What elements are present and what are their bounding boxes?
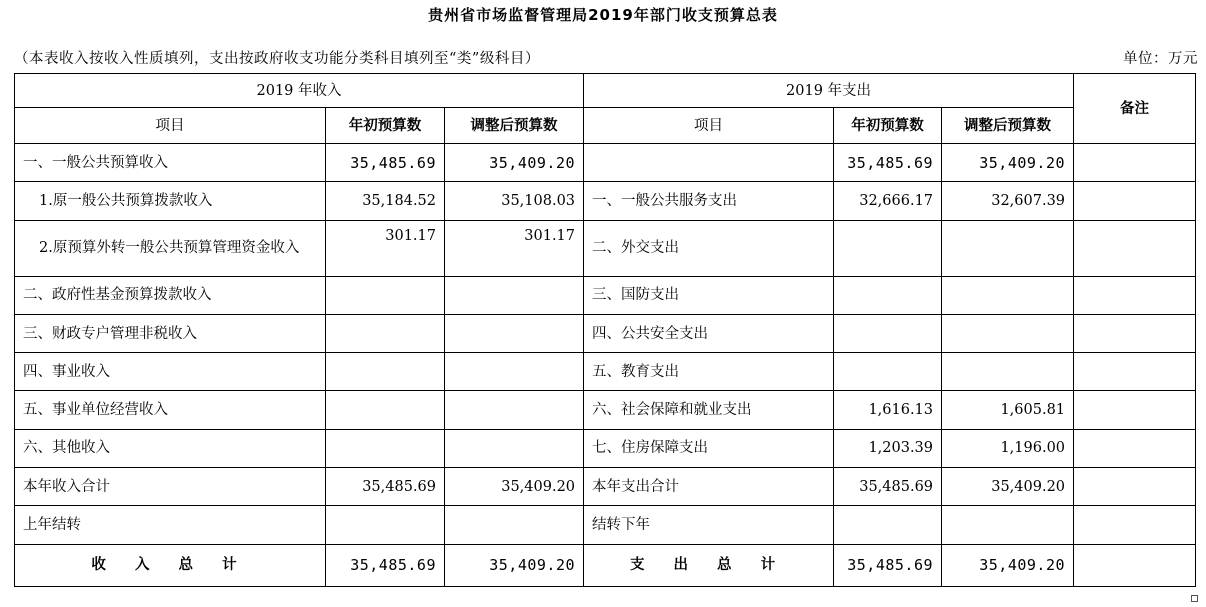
income-adjusted-cell: 35,409.20 bbox=[445, 468, 584, 506]
expense-item-cell: 五、教育支出 bbox=[584, 353, 834, 391]
income-initial-header: 年初预算数 bbox=[326, 108, 445, 144]
expense-adjusted-header: 调整后预算数 bbox=[942, 108, 1074, 144]
table-row bbox=[15, 391, 1196, 429]
expense-initial-cell: 1,616.13 bbox=[834, 391, 942, 429]
income-initial-cell bbox=[326, 276, 445, 314]
income-initial-cell bbox=[326, 506, 445, 544]
income-item-cell: 1.原一般公共预算拨款收入 bbox=[15, 182, 326, 220]
income-adjusted-cell bbox=[445, 506, 584, 544]
income-initial-cell bbox=[326, 391, 445, 429]
income-adjusted-cell bbox=[445, 314, 584, 352]
income-total-label: 收 入 总 计 bbox=[15, 544, 326, 586]
income-initial-cell: 35,485.69 bbox=[326, 144, 445, 182]
income-adjusted-cell: 35,108.03 bbox=[445, 182, 584, 220]
income-item-cell: 六、其他收入 bbox=[15, 429, 326, 467]
totals-row bbox=[15, 544, 1196, 586]
resize-handle[interactable] bbox=[1191, 595, 1198, 602]
remarks-cell bbox=[1074, 182, 1196, 220]
expense-adjusted-cell bbox=[942, 506, 1074, 544]
income-item-cell: 二、政府性基金预算拨款收入 bbox=[15, 276, 326, 314]
remarks-cell bbox=[1074, 468, 1196, 506]
income-item-header: 项目 bbox=[15, 108, 326, 144]
income-group-header: 2019 年收入 bbox=[15, 74, 584, 108]
expense-adjusted-cell bbox=[942, 314, 1074, 352]
expense-initial-cell bbox=[834, 353, 942, 391]
income-initial-cell: 301.17 bbox=[326, 220, 445, 276]
income-item-cell: 四、事业收入 bbox=[15, 353, 326, 391]
income-adjusted-cell bbox=[445, 276, 584, 314]
expense-item-cell: 四、公共安全支出 bbox=[584, 314, 834, 352]
header-row-groups bbox=[15, 74, 1196, 108]
expense-adjusted-cell: 32,607.39 bbox=[942, 182, 1074, 220]
remarks-cell bbox=[1074, 544, 1196, 586]
table-row bbox=[15, 276, 1196, 314]
income-adjusted-cell bbox=[445, 391, 584, 429]
table-row bbox=[15, 506, 1196, 544]
income-initial-cell: 35,485.69 bbox=[326, 468, 445, 506]
income-adjusted-cell: 301.17 bbox=[445, 220, 584, 276]
table-row bbox=[15, 220, 1196, 276]
expense-item-header: 项目 bbox=[584, 108, 834, 144]
income-total-adjusted: 35,409.20 bbox=[445, 544, 584, 586]
remarks-cell bbox=[1074, 391, 1196, 429]
expense-initial-cell bbox=[834, 276, 942, 314]
table-row bbox=[15, 468, 1196, 506]
expense-item-cell: 七、住房保障支出 bbox=[584, 429, 834, 467]
expense-item-cell: 三、国防支出 bbox=[584, 276, 834, 314]
income-initial-cell bbox=[326, 429, 445, 467]
income-total-initial: 35,485.69 bbox=[326, 544, 445, 586]
expense-initial-header: 年初预算数 bbox=[834, 108, 942, 144]
income-item-cell: 三、财政专户管理非税收入 bbox=[15, 314, 326, 352]
income-item-cell: 上年结转 bbox=[15, 506, 326, 544]
expense-adjusted-cell bbox=[942, 220, 1074, 276]
expense-item-cell bbox=[584, 144, 834, 182]
table-row bbox=[15, 353, 1196, 391]
table-row bbox=[15, 144, 1196, 182]
expense-total-initial: 35,485.69 bbox=[834, 544, 942, 586]
income-item-cell: 五、事业单位经营收入 bbox=[15, 391, 326, 429]
income-adjusted-header: 调整后预算数 bbox=[445, 108, 584, 144]
expense-initial-cell: 32,666.17 bbox=[834, 182, 942, 220]
expense-initial-cell: 1,203.39 bbox=[834, 429, 942, 467]
remarks-cell bbox=[1074, 220, 1196, 276]
income-item-cell: 2.原预算外转一般公共预算管理资金收入 bbox=[15, 220, 326, 276]
expense-adjusted-cell: 35,409.20 bbox=[942, 468, 1074, 506]
remarks-cell bbox=[1074, 314, 1196, 352]
income-item-cell: 本年收入合计 bbox=[15, 468, 326, 506]
expense-adjusted-cell bbox=[942, 276, 1074, 314]
budget-table bbox=[14, 73, 1196, 587]
header-row-columns bbox=[15, 108, 1196, 144]
income-initial-cell bbox=[326, 314, 445, 352]
remarks-cell bbox=[1074, 506, 1196, 544]
expense-item-cell: 二、外交支出 bbox=[584, 220, 834, 276]
expense-total-adjusted: 35,409.20 bbox=[942, 544, 1074, 586]
table-note: （本表收入按收入性质填列，支出按政府收支功能分类科目填列至“类”级科目） bbox=[14, 51, 540, 67]
expense-adjusted-cell: 1,605.81 bbox=[942, 391, 1074, 429]
expense-total-label: 支 出 总 计 bbox=[584, 544, 834, 586]
expense-item-cell: 本年支出合计 bbox=[584, 468, 834, 506]
income-initial-cell: 35,184.52 bbox=[326, 182, 445, 220]
table-row bbox=[15, 182, 1196, 220]
expense-initial-cell bbox=[834, 314, 942, 352]
remarks-cell bbox=[1074, 353, 1196, 391]
table-title: 贵州省市场监督管理局2019年部门收支预算总表 bbox=[428, 6, 778, 24]
expense-item-cell: 结转下年 bbox=[584, 506, 834, 544]
expense-initial-cell: 35,485.69 bbox=[834, 144, 942, 182]
remarks-cell bbox=[1074, 429, 1196, 467]
remarks-cell bbox=[1074, 144, 1196, 182]
expense-item-cell: 六、社会保障和就业支出 bbox=[584, 391, 834, 429]
expense-initial-cell: 35,485.69 bbox=[834, 468, 942, 506]
expense-adjusted-cell bbox=[942, 353, 1074, 391]
expense-initial-cell bbox=[834, 220, 942, 276]
remarks-header: 备注 bbox=[1074, 74, 1196, 144]
income-adjusted-cell bbox=[445, 353, 584, 391]
expense-adjusted-cell: 1,196.00 bbox=[942, 429, 1074, 467]
table-row bbox=[15, 314, 1196, 352]
income-adjusted-cell: 35,409.20 bbox=[445, 144, 584, 182]
expense-initial-cell bbox=[834, 506, 942, 544]
expense-group-header: 2019 年支出 bbox=[584, 74, 1074, 108]
table-row bbox=[15, 429, 1196, 467]
expense-item-cell: 一、一般公共服务支出 bbox=[584, 182, 834, 220]
income-adjusted-cell bbox=[445, 429, 584, 467]
income-item-cell: 一、一般公共预算收入 bbox=[15, 144, 326, 182]
unit-label: 单位：万元 bbox=[1123, 51, 1198, 67]
expense-adjusted-cell: 35,409.20 bbox=[942, 144, 1074, 182]
income-initial-cell bbox=[326, 353, 445, 391]
remarks-cell bbox=[1074, 276, 1196, 314]
